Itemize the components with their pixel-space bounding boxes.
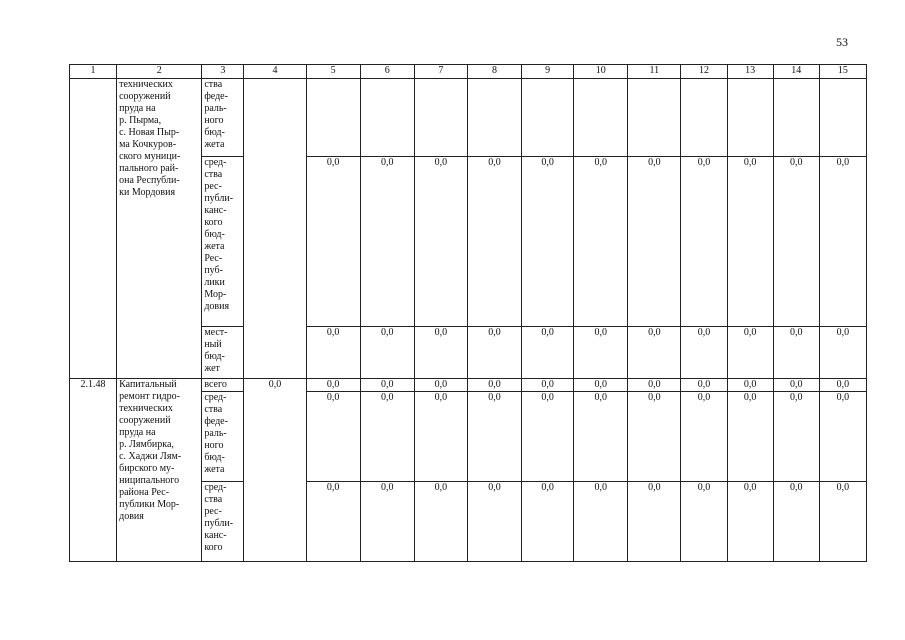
value-cell: 0,0	[414, 392, 467, 482]
column-header-7: 7	[414, 65, 467, 79]
value-cell: 0,0	[414, 327, 467, 379]
column-header-15: 15	[819, 65, 866, 79]
value-cell: 0,0	[522, 392, 574, 482]
funding-source: всего	[202, 379, 244, 392]
value-cell: 0,0	[467, 327, 521, 379]
value-cell: 0,0	[414, 379, 467, 392]
value-cell: 0,0	[360, 327, 414, 379]
value-cell: 0,0	[727, 379, 773, 392]
total-cell	[244, 79, 306, 379]
funding-source: сред- ства рес- публи- канс- кого	[202, 482, 244, 562]
value-cell: 0,0	[628, 379, 681, 392]
item-number: 2.1.48	[70, 379, 117, 562]
value-cell: 0,0	[819, 157, 866, 327]
column-header-2: 2	[117, 65, 202, 79]
value-cell: 0,0	[467, 379, 521, 392]
value-cell: 0,0	[773, 379, 819, 392]
value-cell: 0,0	[574, 392, 628, 482]
value-cell: 0,0	[414, 482, 467, 562]
value-cell: 0,0	[467, 482, 521, 562]
value-cell	[681, 79, 727, 157]
value-cell: 0,0	[727, 482, 773, 562]
value-cell: 0,0	[306, 482, 360, 562]
column-header-14: 14	[773, 65, 819, 79]
value-cell: 0,0	[522, 482, 574, 562]
value-cell: 0,0	[681, 157, 727, 327]
value-cell: 0,0	[306, 392, 360, 482]
value-cell	[522, 79, 574, 157]
funding-source: ства феде- раль- ного бюд- жета	[202, 79, 244, 157]
value-cell: 0,0	[522, 157, 574, 327]
value-cell: 0,0	[727, 327, 773, 379]
column-header-5: 5	[306, 65, 360, 79]
value-cell: 0,0	[773, 392, 819, 482]
value-cell: 0,0	[681, 392, 727, 482]
value-cell: 0,0	[360, 157, 414, 327]
page-number: 53	[836, 35, 848, 49]
funding-source: мест- ный бюд- жет	[202, 327, 244, 379]
item-description: Капитальный ремонт гидро- технических сооружений пруда на р. Лямбирка, с. Хаджи Лям- бирского му- ниципального района Рес- публики Мор- довия	[117, 379, 202, 562]
budget-table	[69, 64, 867, 562]
column-header-10: 10	[574, 65, 628, 79]
value-cell	[773, 79, 819, 157]
value-cell: 0,0	[819, 327, 866, 379]
value-cell: 0,0	[360, 392, 414, 482]
value-cell: 0,0	[306, 157, 360, 327]
value-cell: 0,0	[522, 327, 574, 379]
value-cell: 0,0	[727, 392, 773, 482]
column-header-9: 9	[522, 65, 574, 79]
column-header-13: 13	[727, 65, 773, 79]
value-cell: 0,0	[727, 157, 773, 327]
value-cell: 0,0	[467, 157, 521, 327]
item-description: технических сооружений пруда на р. Пырма, с. Новая Пыр- ма Кочкуров- ского муници- пального рай- она Республи- ки Мордовия	[117, 79, 202, 379]
value-cell: 0,0	[681, 327, 727, 379]
column-header-11: 11	[628, 65, 681, 79]
value-cell: 0,0	[819, 379, 866, 392]
value-cell	[574, 79, 628, 157]
value-cell: 0,0	[681, 482, 727, 562]
value-cell: 0,0	[360, 482, 414, 562]
value-cell	[727, 79, 773, 157]
value-cell: 0,0	[681, 379, 727, 392]
value-cell	[819, 79, 866, 157]
value-cell: 0,0	[360, 379, 414, 392]
value-cell: 0,0	[306, 327, 360, 379]
value-cell: 0,0	[414, 157, 467, 327]
value-cell: 0,0	[574, 327, 628, 379]
column-header-6: 6	[360, 65, 414, 79]
column-header-3: 3	[202, 65, 244, 79]
value-cell: 0,0	[522, 379, 574, 392]
item-number-cell	[70, 79, 117, 379]
funding-source: сред- ства рес- публи- канс- кого бюд- жета Рес- пуб- лики Мор- довия	[202, 157, 244, 327]
header-row	[70, 65, 867, 79]
value-cell	[306, 79, 360, 157]
value-cell: 0,0	[628, 392, 681, 482]
value-cell	[414, 79, 467, 157]
value-cell: 0,0	[628, 157, 681, 327]
value-cell	[628, 79, 681, 157]
column-header-8: 8	[467, 65, 521, 79]
value-cell: 0,0	[574, 379, 628, 392]
value-cell: 0,0	[773, 157, 819, 327]
value-cell: 0,0	[628, 482, 681, 562]
column-header-12: 12	[681, 65, 727, 79]
value-cell: 0,0	[467, 392, 521, 482]
column-header-1: 1	[70, 65, 117, 79]
value-cell: 0,0	[574, 157, 628, 327]
total-cell: 0,0	[244, 379, 306, 562]
value-cell: 0,0	[306, 379, 360, 392]
column-header-4: 4	[244, 65, 306, 79]
value-cell: 0,0	[819, 482, 866, 562]
value-cell: 0,0	[773, 482, 819, 562]
value-cell	[360, 79, 414, 157]
value-cell	[467, 79, 521, 157]
value-cell: 0,0	[773, 327, 819, 379]
value-cell: 0,0	[574, 482, 628, 562]
value-cell: 0,0	[628, 327, 681, 379]
table-row	[70, 379, 867, 392]
value-cell: 0,0	[819, 392, 866, 482]
funding-source: сред- ства феде- раль- ного бюд- жета	[202, 392, 244, 482]
table-row	[70, 79, 867, 157]
